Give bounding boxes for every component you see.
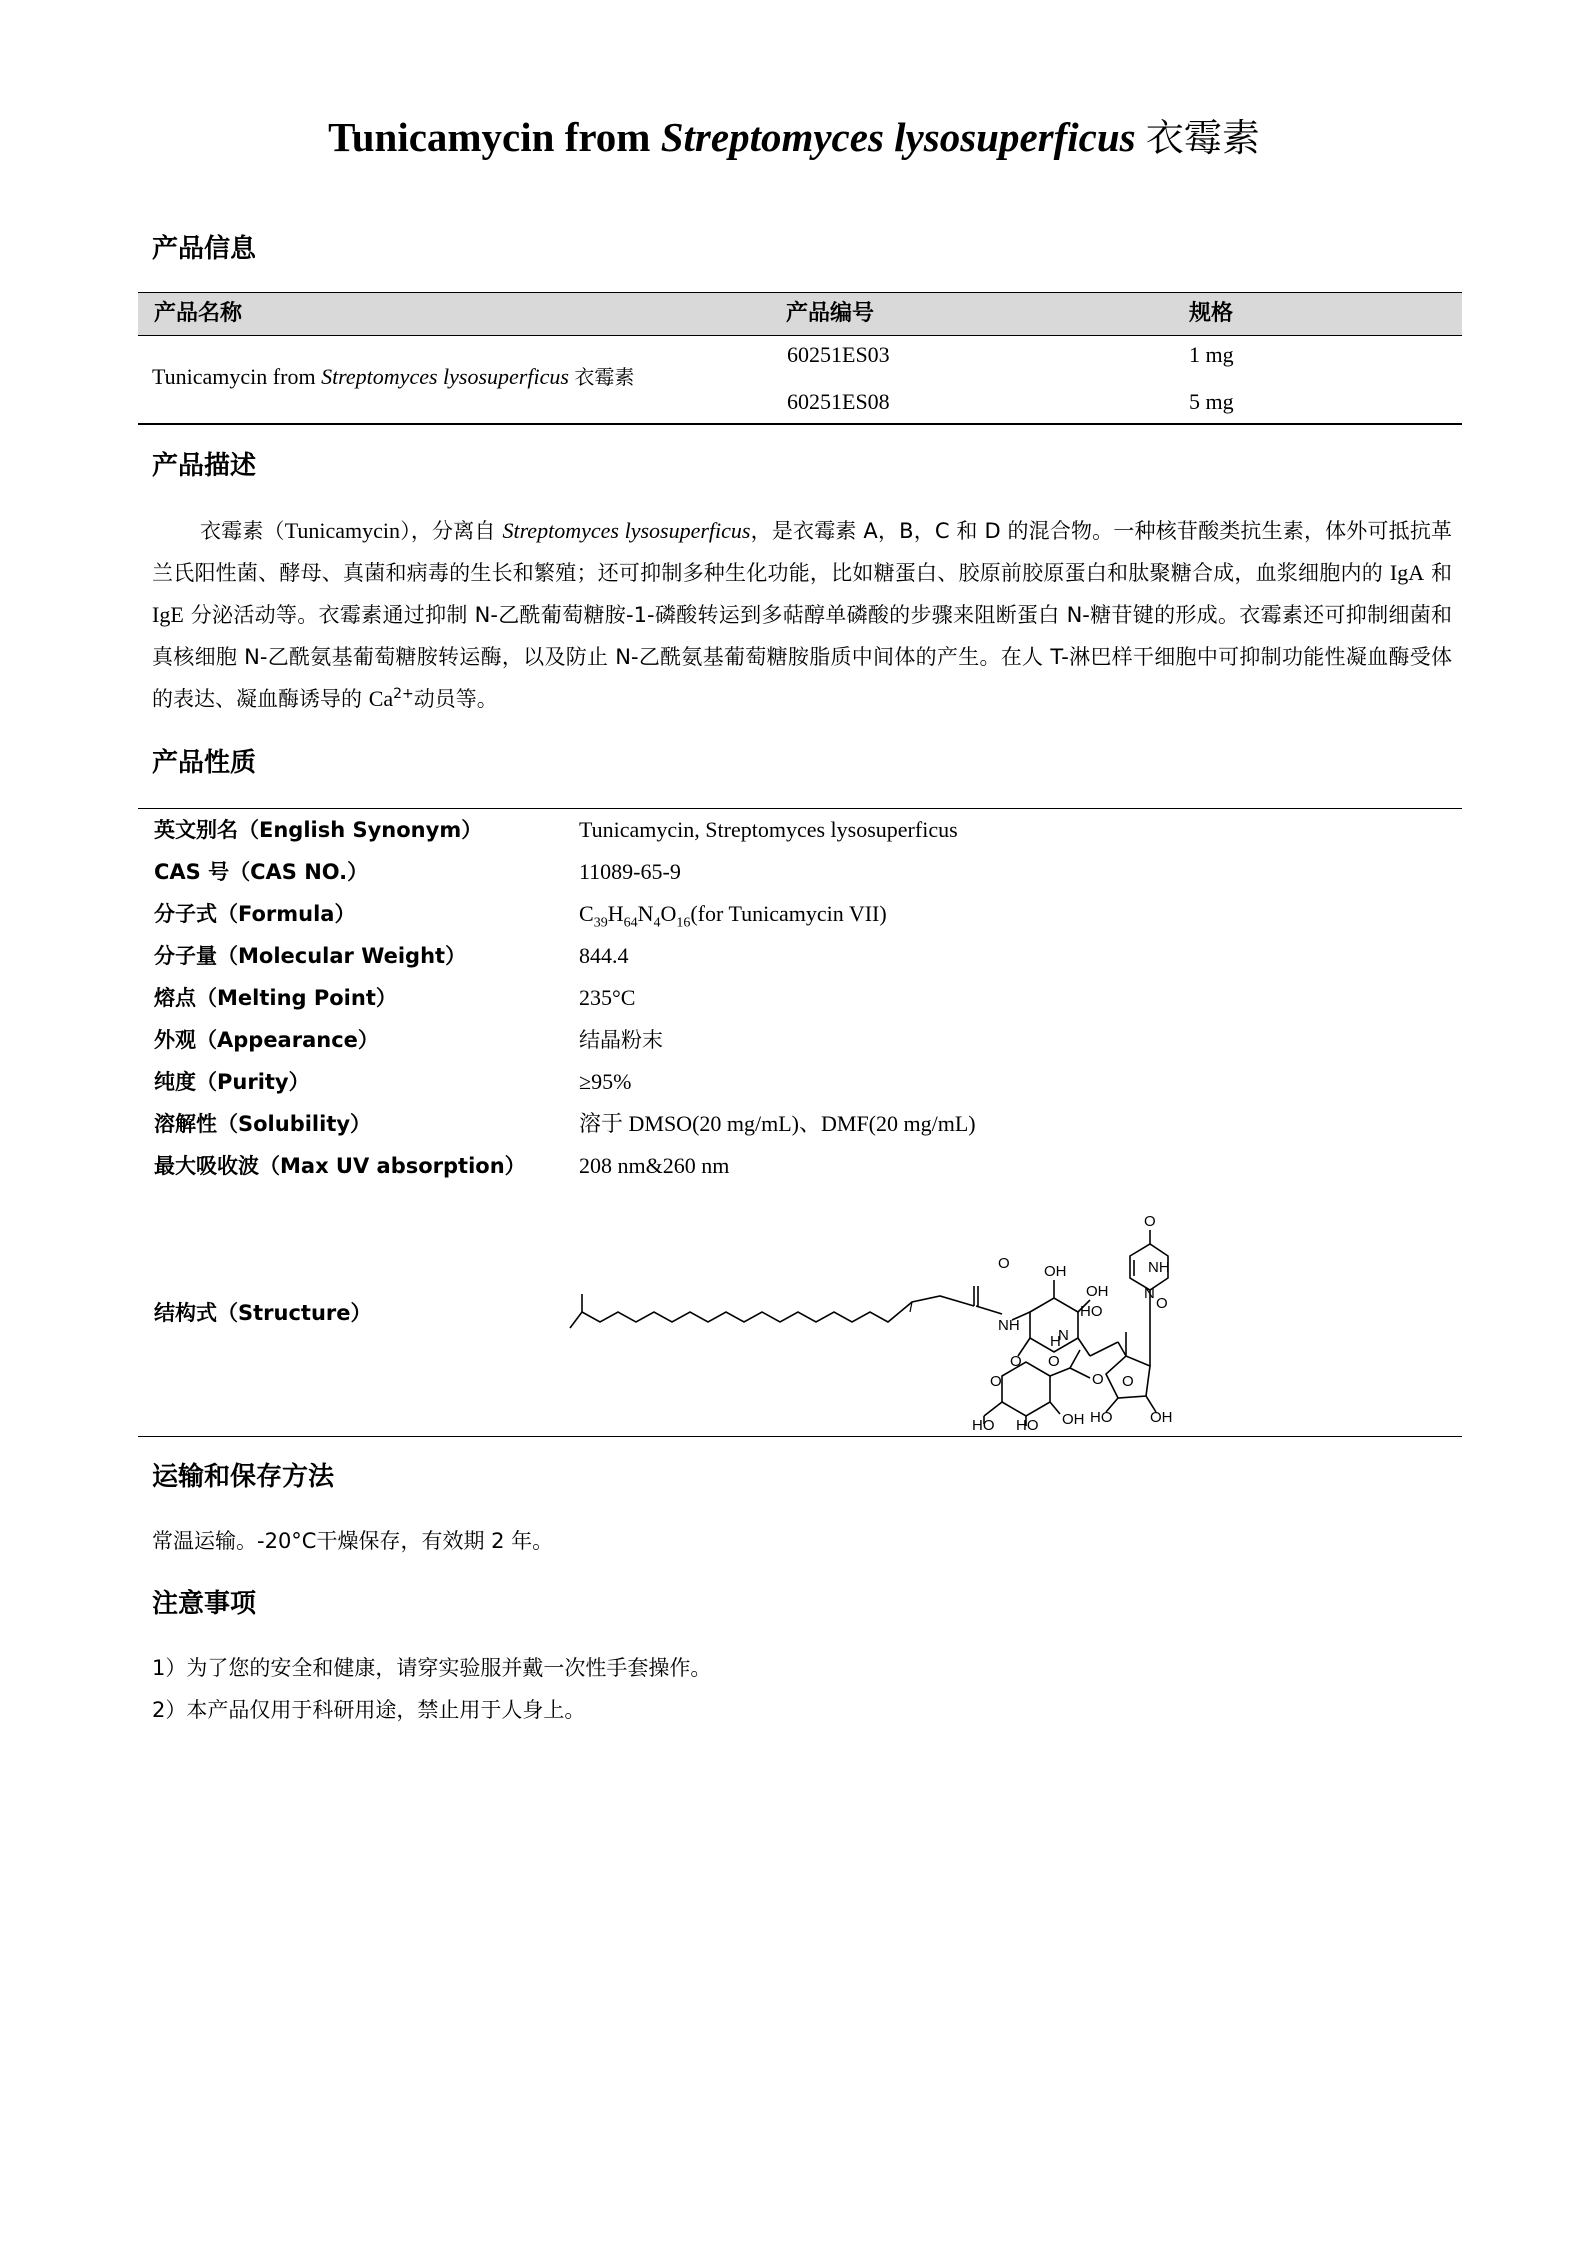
structure-label: N xyxy=(1144,1285,1155,1302)
product-spec: 5 mg xyxy=(1189,389,1234,414)
property-value: Tunicamycin, Streptomyces lysosuperficus xyxy=(579,817,958,842)
product-name-species: Streptomyces lysosuperficus xyxy=(321,364,569,389)
structure-label: O xyxy=(1092,1371,1104,1388)
formula-count: 64 xyxy=(623,915,638,931)
property-value xyxy=(579,1025,663,1055)
property-label: 最大吸收波（Max UV absorption） xyxy=(154,1154,526,1178)
product-name xyxy=(152,363,634,391)
structure-label: HO xyxy=(972,1417,995,1434)
formula-element: O xyxy=(660,901,677,926)
desc-text: IgE xyxy=(152,602,184,627)
desc-text: ），分离自 xyxy=(400,519,496,543)
desc-text: 衣霉素（ xyxy=(200,519,285,543)
structure-label: HO xyxy=(1016,1417,1039,1434)
structure-label: NH xyxy=(998,1317,1020,1334)
note-item: 1）为了您的安全和健康，请穿实验服并戴一次性手套操作。 xyxy=(152,1656,712,1680)
property-value: 溶于 DMSO(20 mg/mL)、DMF(20 mg/mL) xyxy=(579,1111,976,1136)
product-name-prefix: Tunicamycin from xyxy=(152,364,316,389)
properties-top-rule xyxy=(138,808,1462,809)
description-paragraph xyxy=(152,510,1452,720)
structure-label: OH xyxy=(1062,1411,1085,1428)
desc-text: 分泌活动等。衣霉素通过抑制 N-乙酰葡萄糖胺-1-磷酸转运到多萜醇单磷酸的步骤来阻断蛋白 N-糖苷键的形成。衣霉素还可抑制细菌和真核细胞 N-乙酰氨基葡萄糖胺转运酶，以及防止 N-乙酰氨基葡萄糖胺脂质中间体的产生。在人 T-淋巴样干细胞中可抑制功能性凝血酶受体的表达、凝血酶诱导的 xyxy=(152,603,1452,711)
product-info-heading: 产品信息 xyxy=(152,234,257,264)
property-label: 纯度（Purity） xyxy=(154,1070,310,1094)
property-label: 分子式（Formula） xyxy=(154,902,356,926)
formula-element: N xyxy=(637,901,654,926)
property-value: 235°C xyxy=(579,985,636,1010)
desc-text: IgA xyxy=(1389,560,1425,585)
notes-heading: 注意事项 xyxy=(152,1589,257,1619)
property-value: 208 nm&260 nm xyxy=(579,1153,730,1178)
product-spec: 1 mg xyxy=(1189,342,1234,367)
product-code: 60251ES08 xyxy=(787,389,890,414)
tunicamycin-structure xyxy=(570,1190,1173,1434)
header-spec: 规格 xyxy=(1189,301,1234,326)
product-table-header xyxy=(138,292,1462,336)
header-code: 产品编号 xyxy=(786,301,875,326)
structure-label: H xyxy=(1050,1333,1061,1350)
structure-label: OH xyxy=(1150,1409,1173,1426)
structure-label: O xyxy=(1010,1353,1022,1370)
structure-label: N xyxy=(1058,1327,1069,1344)
title-species: Streptomyces lysosuperficus xyxy=(660,114,1136,160)
structure-label: O xyxy=(998,1255,1010,1272)
property-label: 结构式（Structure） xyxy=(154,1301,372,1325)
properties-bottom-rule xyxy=(138,1436,1462,1437)
structure-label: O xyxy=(1156,1295,1168,1312)
formula-value xyxy=(579,899,887,929)
header-name: 产品名称 xyxy=(154,301,243,326)
formula-count: 4 xyxy=(653,915,661,931)
property-value: ≥95% xyxy=(579,1069,632,1094)
page-title xyxy=(0,112,1588,163)
product-name-chinese: 衣霉素 xyxy=(574,365,635,389)
title-prefix: Tunicamycin from xyxy=(328,114,651,160)
desc-text: 和 xyxy=(1431,561,1452,585)
structure-label: OH xyxy=(1086,1283,1109,1300)
formula-count: 39 xyxy=(593,915,608,931)
structure-label: NH xyxy=(1148,1259,1170,1276)
table-bottom-rule xyxy=(138,423,1462,425)
note-item: 2）本产品仅用于科研用途，禁止用于人身上。 xyxy=(152,1698,586,1722)
property-label: 溶解性（Solubility） xyxy=(154,1112,372,1136)
property-label: 分子量（Molecular Weight） xyxy=(154,944,467,968)
formula-element: C xyxy=(579,901,594,926)
desc-species: Streptomyces lysosuperficus xyxy=(502,518,751,543)
structure-label: O xyxy=(990,1373,1002,1390)
property-value: 844.4 xyxy=(579,943,629,968)
storage-heading: 运输和保存方法 xyxy=(152,1462,335,1492)
property-label: 外观（Appearance） xyxy=(154,1028,379,1052)
storage-text: 常温运输。-20°C干燥保存，有效期 2 年。 xyxy=(152,1529,554,1553)
structure-label: HO xyxy=(1090,1409,1113,1426)
appearance-text: 结晶粉末 xyxy=(579,1028,663,1052)
title-chinese: 衣霉素 xyxy=(1145,116,1260,160)
formula-element: H xyxy=(607,901,624,926)
desc-text: Ca xyxy=(368,686,394,711)
product-code: 60251ES03 xyxy=(787,342,890,367)
property-label: 熔点（Melting Point） xyxy=(154,986,397,1010)
property-value: 11089-65-9 xyxy=(579,859,681,884)
property-label: 英文别名（English Synonym） xyxy=(154,818,483,842)
structure-label: OH xyxy=(1044,1263,1067,1280)
structure-label: O xyxy=(1048,1353,1060,1370)
structure-label: HO xyxy=(1080,1303,1103,1320)
property-label: CAS 号（CAS NO.） xyxy=(154,860,369,884)
properties-heading: 产品性质 xyxy=(152,748,257,778)
formula-count: 16 xyxy=(676,915,691,931)
desc-text: 动员等。 xyxy=(413,687,498,711)
structure-label: O xyxy=(1122,1373,1134,1390)
desc-text: Tunicamycin xyxy=(284,518,401,543)
desc-superscript: 2+ xyxy=(393,686,414,702)
structure-label: O xyxy=(1144,1213,1156,1230)
formula-note: (for Tunicamycin VII) xyxy=(690,901,887,926)
description-heading: 产品描述 xyxy=(152,451,257,481)
desc-text: ，是衣霉素 A，B，C 和 D 的混合物。一种核苷酸类抗生素，体外可抵抗革兰氏阳性菌、酵母、真菌和病毒的生长和繁殖；还可抑制多种生化功能，比如糖蛋白、胶原前胶原蛋白和肽聚糖合成，血浆细胞内的 xyxy=(152,519,1453,585)
